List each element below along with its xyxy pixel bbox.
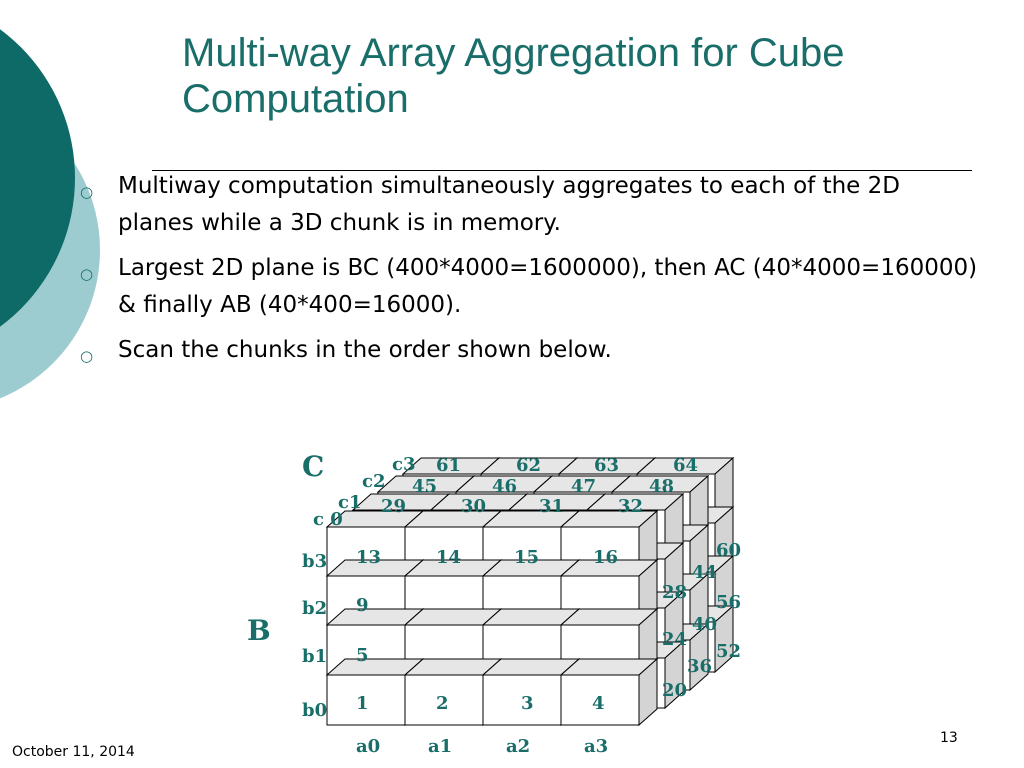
c-label: c1 bbox=[338, 492, 362, 513]
chunk-number: 1 bbox=[356, 693, 369, 714]
axis-c-label: C bbox=[302, 450, 325, 483]
chunk-number: 13 bbox=[356, 547, 382, 568]
chunk-number: 9 bbox=[356, 595, 369, 616]
chunk-number: 48 bbox=[649, 476, 675, 497]
chunk-number: 63 bbox=[594, 455, 620, 476]
chunk-number: 46 bbox=[492, 476, 518, 497]
chunk-number: 5 bbox=[356, 645, 369, 666]
c-label: c2 bbox=[362, 471, 386, 492]
chunk-number: 40 bbox=[692, 614, 718, 635]
chunk-number: 64 bbox=[673, 455, 699, 476]
chunk-number: 4 bbox=[592, 693, 605, 714]
axis-b-label: B bbox=[247, 614, 271, 647]
chunk-number: 28 bbox=[662, 582, 688, 603]
bullet-circle-icon: ○ bbox=[80, 183, 94, 201]
a-label: a2 bbox=[506, 736, 531, 757]
chunk-number: 29 bbox=[381, 496, 407, 517]
chunk-number: 45 bbox=[412, 476, 438, 497]
chunk-number: 15 bbox=[514, 547, 540, 568]
bullet-text: Largest 2D plane is BC (400*4000=1600000), then AC (40*4000=160000) & finally AB (40*400=16000). bbox=[118, 255, 978, 318]
chunk-number: 31 bbox=[539, 496, 565, 517]
footer-date: October 11, 2014 bbox=[12, 744, 135, 760]
chunk-number: 47 bbox=[571, 476, 597, 497]
bullet-circle-icon: ○ bbox=[80, 347, 94, 365]
a-label: a3 bbox=[584, 736, 609, 757]
chunk-number: 52 bbox=[716, 641, 742, 662]
chunk-number: 3 bbox=[521, 693, 534, 714]
bullet-circle-icon: ○ bbox=[80, 265, 94, 283]
c-label: c 0 bbox=[313, 509, 343, 530]
chunk-number: 20 bbox=[662, 680, 688, 701]
chunk-number: 14 bbox=[436, 547, 462, 568]
bullet-text: Multiway computation simultaneously aggregates to each of the 2D planes while a 3D chunk is in memory. bbox=[118, 173, 900, 236]
bullet-text: Scan the chunks in the order shown below. bbox=[118, 337, 612, 363]
chunk-number: 62 bbox=[516, 455, 542, 476]
page-number: 13 bbox=[940, 730, 958, 746]
chunk-number: 24 bbox=[662, 629, 688, 650]
chunk-number: 61 bbox=[436, 455, 462, 476]
chunk-number: 32 bbox=[618, 496, 644, 517]
c-label: c3 bbox=[392, 454, 416, 475]
slide-title: Multi-way Array Aggregation for Cube Computation bbox=[182, 31, 845, 121]
a-label: a1 bbox=[428, 736, 453, 757]
chunk-number: 16 bbox=[593, 547, 619, 568]
chunk-number: 30 bbox=[461, 496, 487, 517]
chunk-number: 36 bbox=[687, 656, 713, 677]
b-label: b3 bbox=[302, 551, 328, 572]
chunk-number: 60 bbox=[716, 540, 742, 561]
chunk-number: 56 bbox=[716, 592, 742, 613]
b-label: b2 bbox=[302, 598, 328, 619]
b-label: b0 bbox=[302, 700, 328, 721]
chunk-number: 2 bbox=[436, 693, 449, 714]
chunk-number: 44 bbox=[692, 562, 718, 583]
a-label: a0 bbox=[356, 736, 381, 757]
b-label: b1 bbox=[302, 646, 328, 667]
